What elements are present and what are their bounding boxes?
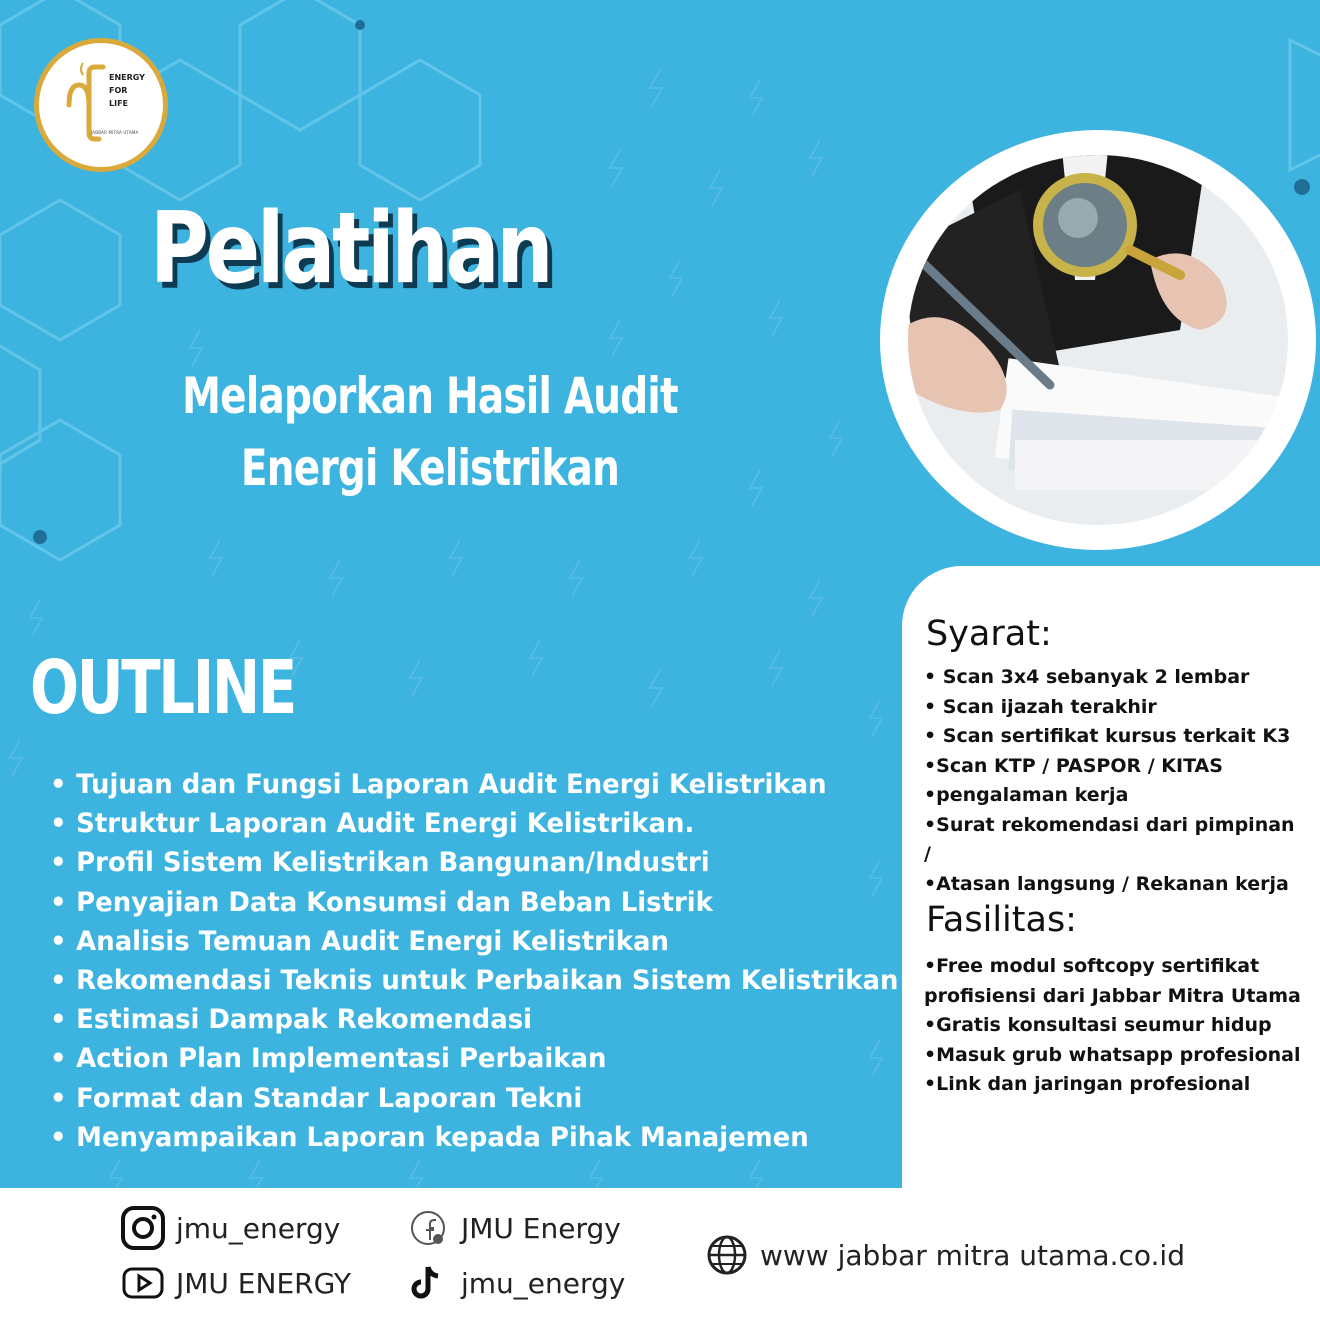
page-title: Pelatihan — [150, 192, 551, 306]
outline-list — [50, 765, 934, 1157]
syarat-item: •Scan KTP / PASPOR / KITAS — [924, 754, 1223, 777]
syarat-item: •Surat rekomendasi dari pimpinan / — [924, 813, 1295, 865]
syarat-item: •Atasan langsung / Rekanan kerja — [924, 872, 1289, 895]
outline-item: • Format dan Standar Laporan Tekni — [50, 1079, 898, 1118]
instagram-link[interactable] — [118, 1203, 340, 1253]
fasilitas-item: •Gratis konsultasi seumur hidup — [924, 1014, 1272, 1036]
tiktok-icon — [403, 1258, 453, 1308]
outline-item: • Profil Sistem Kelistrikan Bangunan/Industri — [50, 843, 898, 882]
facebook-link[interactable] — [403, 1203, 621, 1253]
logo-tagline: JABBAR MITRA UTAMA — [91, 130, 139, 135]
fasilitas-list — [924, 952, 1308, 1100]
outline-item: • Analisis Temuan Audit Energi Kelistrikan — [50, 922, 898, 961]
company-logo — [34, 38, 168, 172]
youtube-channel-name: JMU ENERGY — [176, 1266, 351, 1300]
tiktok-handle: jmu_energy — [461, 1266, 626, 1300]
outline-item: • Menyampaikan Laporan kepada Pihak Manajemen — [50, 1118, 898, 1157]
outline-item: • Action Plan Implementasi Perbaikan — [50, 1039, 898, 1078]
syarat-item: • Scan sertifikat kursus terkait K3 — [924, 725, 1291, 747]
facebook-page-name: JMU Energy — [461, 1211, 621, 1245]
logo-text-energy: ENERGY — [109, 73, 145, 82]
outline-item: • Struktur Laporan Audit Energi Kelistrikan. — [50, 804, 898, 843]
logo-text-for: FOR — [109, 86, 128, 95]
syarat-item: • Scan 3x4 sebanyak 2 lembar — [924, 666, 1250, 688]
outline-item: • Estimasi Dampak Rekomendasi — [50, 1000, 898, 1039]
outline-heading: OUTLINE — [30, 645, 295, 731]
outline-item: • Tujuan dan Fungsi Laporan Audit Energi Kelistrikan — [50, 765, 898, 804]
fasilitas-item: •Free modul softcopy sertifikat profisiensi dari Jabbar Mitra Utama — [924, 955, 1301, 1007]
syarat-heading: Syarat: — [926, 614, 1052, 654]
logo-text-life: LIFE — [109, 99, 129, 108]
energy-for-life-logo-mark — [39, 43, 163, 167]
website-url: www jabbar mitra utama.co.id — [760, 1238, 1185, 1272]
youtube-icon — [118, 1258, 168, 1308]
instagram-handle: jmu_energy — [176, 1211, 341, 1245]
tiktok-link[interactable] — [403, 1258, 625, 1308]
syarat-item: • Scan ijazah terakhir — [924, 695, 1157, 718]
training-subtitle: Melaporkan Hasil Audit Energi Kelistrikan — [182, 367, 678, 497]
fasilitas-item: •Masuk grub whatsapp profesional — [924, 1043, 1301, 1066]
fasilitas-heading: Fasilitas: — [926, 900, 1077, 940]
globe-icon — [702, 1230, 752, 1280]
syarat-list — [924, 663, 1308, 899]
fasilitas-item: •Link dan jaringan profesional — [924, 1073, 1251, 1095]
outline-item: • Rekomendasi Teknis untuk Perbaikan Sistem Kelistrikan — [50, 961, 898, 1000]
instagram-icon — [118, 1203, 168, 1253]
magnifier-document-illustration — [880, 130, 1316, 550]
syarat-item: •pengalaman kerja — [924, 784, 1129, 806]
youtube-link[interactable] — [118, 1258, 351, 1308]
website-link[interactable] — [702, 1230, 1185, 1280]
audit-photo — [880, 130, 1316, 550]
facebook-icon — [403, 1203, 453, 1253]
social-footer — [0, 1188, 1320, 1320]
outline-item: • Penyajian Data Konsumsi dan Beban Listrik — [50, 883, 898, 922]
requirements-card — [902, 566, 1320, 1188]
